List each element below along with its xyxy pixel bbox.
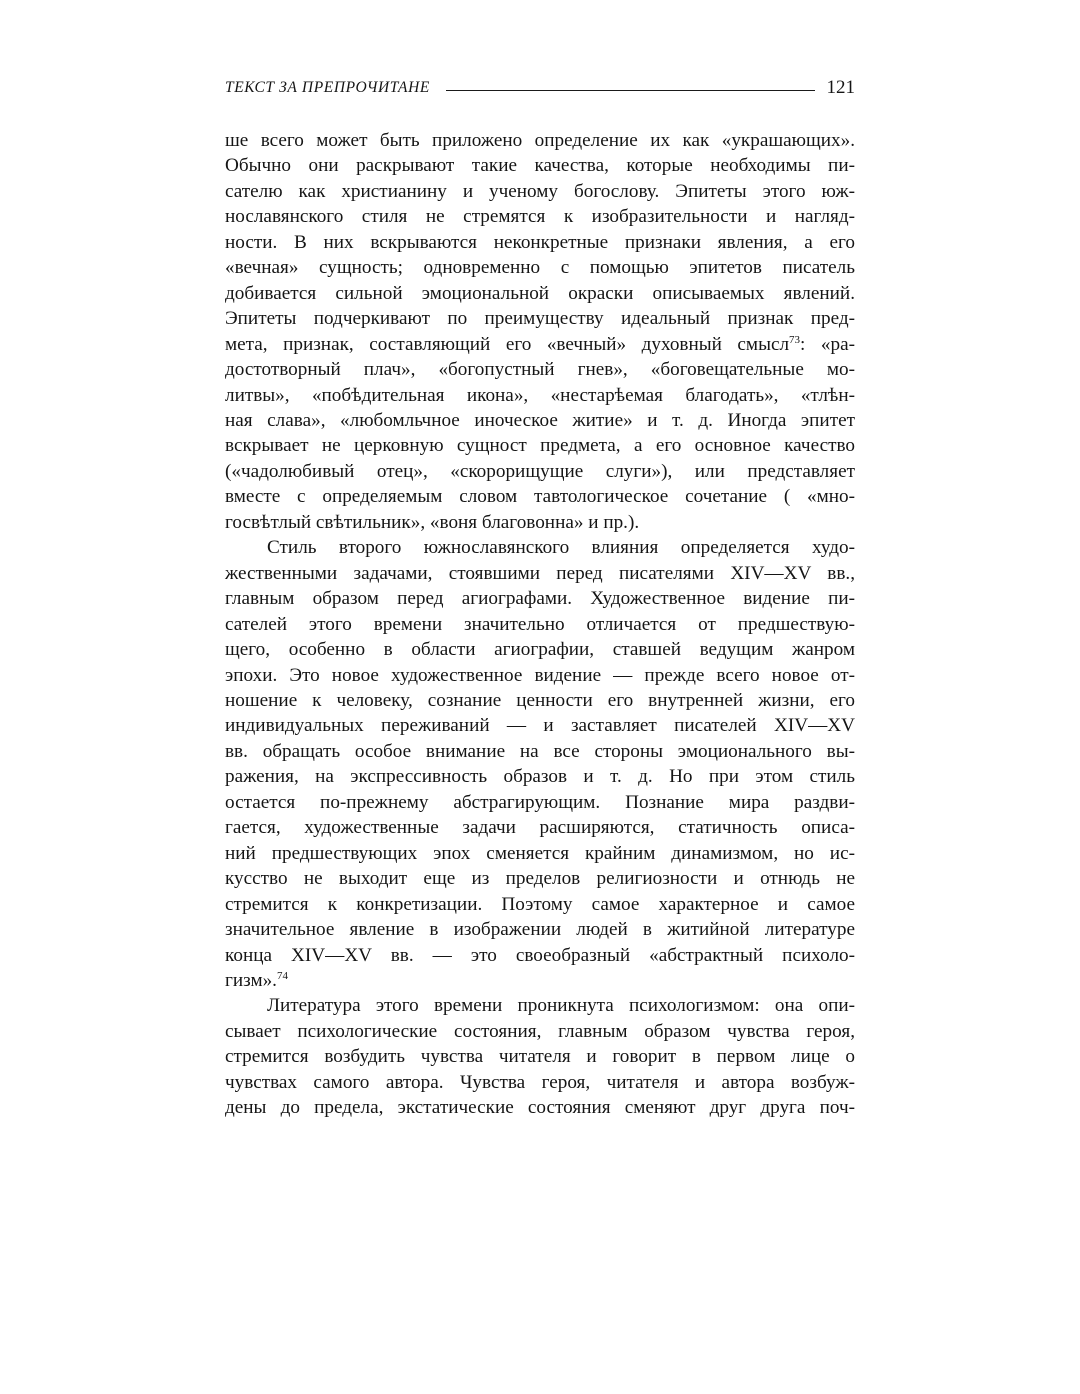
running-title: ТЕКСТ ЗА ПРЕПРОЧИТАНЕ — [225, 79, 430, 96]
text-line: главным образом перед агиографами. Художественное видение пи- — [225, 588, 855, 610]
text-line: гается, художественные задачи расширяются, статичность описа- — [225, 817, 855, 839]
text-line: ности. В них вскрываются неконкретные признаки явления, а его — [225, 231, 855, 253]
text-line: ше всего может быть приложено определение их как «украшающих». — [225, 130, 855, 151]
text-line: значительное явление в изображении людей в житийной литературе — [225, 919, 855, 941]
body-text — [225, 128, 855, 1121]
text-line: ний предшествующих эпох сменяется крайним динамизмом, но ис- — [225, 842, 855, 864]
text-line: Обычно они раскрывают такие качества, которые необходимы пи- — [225, 155, 855, 177]
text-line: кусство не выходит еще из пределов религиозности и отнюдь не — [225, 868, 855, 890]
text-line: ношение к человеку, сознание ценности его внутренней жизни, его — [225, 689, 855, 711]
text-line: «вечная» сущность; одновременно с помощью эпитетов писатель — [225, 257, 855, 279]
text-line: сателей этого времени значительно отличается от предшествую- — [225, 613, 855, 635]
text-line: («чадолюбивый отец», «скорорищущие слуги»), или представляет — [225, 460, 855, 482]
text-line-with-footnote: гизм».$^{74}$ — [225, 969, 288, 991]
paragraph-2 — [225, 535, 855, 993]
footnote-ref-73: 73 — [789, 333, 801, 346]
footnote-ref-74: 74 — [276, 969, 288, 982]
text-line: Эпитеты подчеркивают по преимуществу идеальный признак пред- — [225, 308, 855, 330]
text-line: индивидуальных переживаний — и заставляет писателей XIV—XV — [225, 715, 855, 737]
text-line: эпохи. Это новое художественное видение — прежде всего новое от- — [225, 664, 855, 686]
text-line: сывает психологические состояния, главным образом чувства героя, — [225, 1020, 855, 1042]
header-rule — [446, 90, 815, 91]
text-line: ная слава», «любомльчное иноческое житие» и т. д. Иногда эпитет — [225, 409, 855, 431]
text-line: дены до предела, экстатические состояния сменяют друг друга поч- — [225, 1097, 855, 1119]
text-line: добивается сильной эмоциональной окраски описываемых явлений. — [225, 282, 855, 304]
text-line: Стиль второго южнославянского влияния определяется худо- — [267, 537, 855, 559]
text-line-with-footnote: мета, признак, составляющий его «вечный» духовный смысл$^{73}$: «ра- — [225, 333, 855, 355]
page-number: 121 — [826, 77, 855, 98]
running-head — [225, 76, 855, 100]
text-line: щего, особенно в области агиографии, ставшей ведущим жанром — [225, 639, 855, 661]
text-line: чувствах самого автора. Чувства героя, читателя и автора возбуж- — [225, 1071, 855, 1093]
text-line: ражения, на экспрессивность образов и т. д. Но при этом стиль — [225, 766, 855, 788]
paragraph-3 — [225, 993, 855, 1120]
text-line: нославянского стиля не стремятся к изобразительности и нагляд- — [225, 206, 855, 228]
text-line: стремится к конкретизации. Поэтому самое характерное и самое — [225, 893, 855, 915]
text-line: вместе с определяемым словом тавтологическое сочетание ( «мно- — [225, 486, 855, 508]
text-line: жественными задачами, стоявшими перед писателями XIV—XV вв., — [225, 562, 855, 584]
text-line: остается по-прежнему абстрагирующим. Познание мира раздви- — [225, 791, 855, 813]
text-line: вскрывает не церковную сущност предмета, а его основное качество — [225, 435, 855, 457]
text-line: литвы», «побѣдительная икона», «нестарѣемая благодать», «тлѣн- — [225, 384, 855, 406]
text-line: стремится возбудить чувства читателя и говорит в первом лице о — [225, 1046, 855, 1068]
text-line: госвѣтлый свѣтильник», «воня благовонна» и пр.). — [225, 511, 640, 533]
text-line: достотворный плач», «богопустный гнев», «боговещательные мо- — [225, 359, 855, 381]
text-line: Литература этого времени проникнута психологизмом: она опи- — [267, 995, 855, 1017]
text-line: вв. обращать особое внимание на все стороны эмоционального вы- — [225, 740, 855, 762]
paragraph-1 — [225, 128, 855, 535]
text-line: конца XIV—XV вв. — это своеобразный «абстрактный психоло- — [225, 944, 855, 966]
text-line: сателю как христианину и ученому богослову. Эпитеты этого юж- — [225, 180, 855, 202]
